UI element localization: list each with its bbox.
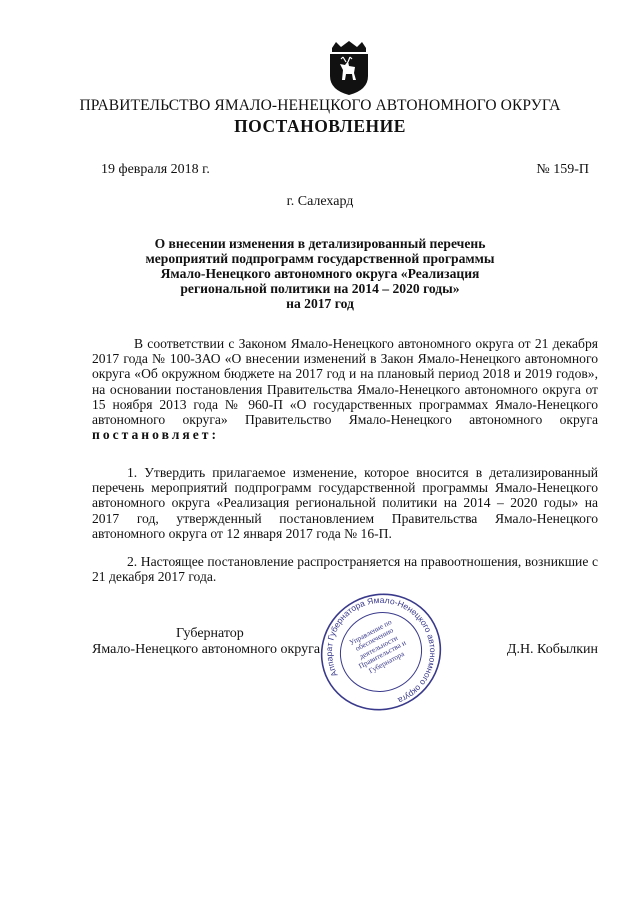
official-stamp <box>318 592 444 712</box>
item-2-paragraph: 2. Настоящее постановление распространяется на правоотношения, возникшие с 21 декабря 2017 года. <box>92 554 598 585</box>
signatory-name: Д.Н. Кобылкин <box>506 642 598 657</box>
title-line: О внесении изменения в детализированный перечень <box>154 236 486 251</box>
resolves-word: постановляет: <box>92 427 219 443</box>
preamble-paragraph <box>92 336 598 442</box>
government-name: ПРАВИТЕЛЬСТВО ЯМАЛО-НЕНЕЦКОГО АВТОНОМНОГО ОКРУГА <box>79 97 561 114</box>
title-line: региональной политики на 2014 – 2020 годы» <box>180 281 460 296</box>
title-line: на 2017 год <box>286 296 354 311</box>
document-title <box>120 236 520 311</box>
item-1-paragraph: 1. Утвердить прилагаемое изменение, которое вносится в детализированный перечень мероприятий подпрограмм государственной программы Ямало-Ненецкого автономного округа «Реализация региональной политики на 2014 – 2020 годы» на 2017 год, утвержденный постановлением Правительства Ямало-Ненецкого автономного округа от 12 января 2017 года № 16-П. <box>92 465 598 541</box>
document-type: ПОСТАНОВЛЕНИЕ <box>234 116 406 136</box>
title-line: мероприятий подпрограмм государственной программы <box>145 251 495 266</box>
coat-of-arms-icon <box>326 40 372 96</box>
document-date: 19 февраля 2018 г. <box>101 162 210 177</box>
signatory-organization: Ямало-Ненецкого автономного округа <box>92 642 321 657</box>
stamp-ring-text: Аппарат Губернатора Ямало-Ненецкого автономного округа <box>323 594 439 706</box>
signatory-role: Губернатор <box>176 626 244 641</box>
document-city: г. Салехард <box>286 194 354 209</box>
title-line: Ямало-Ненецкого автономного округа «Реализация <box>160 266 480 281</box>
stamp-center-text: Управление по обеспечению деятельности Правительства и Губернатора <box>347 617 408 675</box>
document-number: № 159-П <box>536 162 589 177</box>
preamble-text: В соответствии с Законом Ямало-Ненецкого автономного округа от 21 декабря 2017 года № 100-ЗАО «О внесении изменений в Закон Ямало-Ненецкого автономного округа «Об окружном бюджете на 2017 год и на плановый период 2018 и 2019 годов», на основании постановления Правительства Ямало-Ненецкого автономного округа от 15 ноября 2013 года № 960-П «О государственных программах Ямало-Ненецкого автономного округа» Правительство Ямало-Ненецкого автономного округа <box>92 336 598 428</box>
